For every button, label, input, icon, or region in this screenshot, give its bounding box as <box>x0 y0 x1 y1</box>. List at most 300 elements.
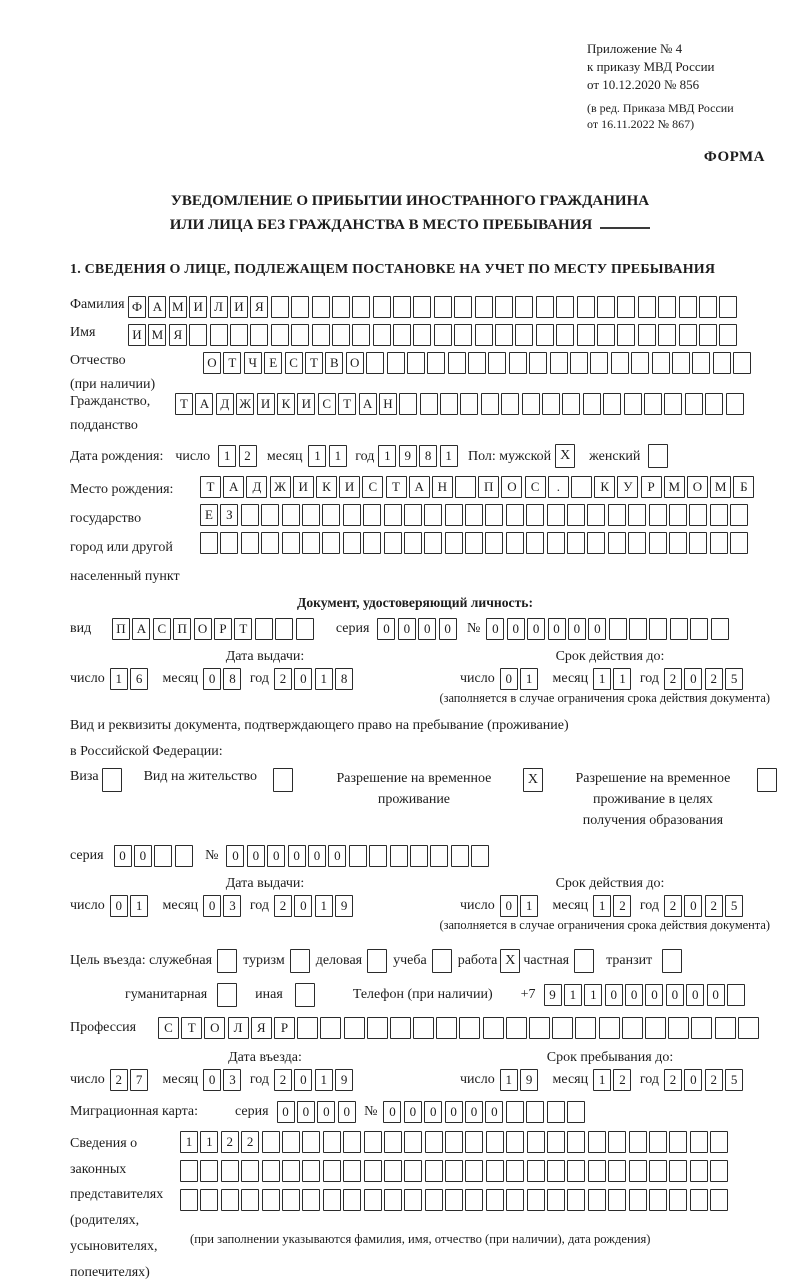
char-cell[interactable] <box>261 532 279 554</box>
char-cell[interactable] <box>430 845 448 867</box>
purpose-study-checkbox[interactable] <box>432 949 452 973</box>
char-cell[interactable] <box>322 532 340 554</box>
char-cell[interactable] <box>425 1189 443 1211</box>
char-cell[interactable]: 0 <box>568 618 586 640</box>
char-cell[interactable] <box>679 296 697 318</box>
char-cell[interactable]: 2 <box>705 668 723 690</box>
temp-residence-edu-checkbox[interactable] <box>757 768 777 792</box>
char-cell[interactable] <box>282 1189 300 1211</box>
char-cell[interactable] <box>282 504 300 526</box>
char-cell[interactable] <box>588 1189 606 1211</box>
char-cell[interactable] <box>629 1131 647 1153</box>
char-cell[interactable]: 2 <box>241 1131 259 1153</box>
char-cell[interactable] <box>506 1189 524 1211</box>
char-cell[interactable] <box>495 324 513 346</box>
char-cell[interactable] <box>690 618 708 640</box>
char-cell[interactable]: 0 <box>226 845 244 867</box>
char-cell[interactable] <box>465 532 483 554</box>
char-cell[interactable]: 0 <box>203 895 221 917</box>
char-cell[interactable]: О <box>687 476 708 498</box>
char-cell[interactable] <box>271 324 289 346</box>
temp-residence-checkbox[interactable]: X <box>523 768 543 792</box>
char-cell[interactable] <box>302 1189 320 1211</box>
char-cell[interactable] <box>608 504 626 526</box>
char-cell[interactable]: 5 <box>725 895 743 917</box>
char-cell[interactable]: 1 <box>110 668 128 690</box>
char-cell[interactable] <box>322 504 340 526</box>
char-cell[interactable] <box>175 845 193 867</box>
char-cell[interactable] <box>407 352 425 374</box>
entry-month[interactable] <box>203 1069 244 1091</box>
given-name-boxes[interactable] <box>128 324 740 346</box>
char-cell[interactable] <box>241 1189 259 1211</box>
char-cell[interactable] <box>672 352 690 374</box>
char-cell[interactable] <box>506 532 524 554</box>
char-cell[interactable] <box>638 296 656 318</box>
char-cell[interactable]: О <box>501 476 522 498</box>
char-cell[interactable] <box>587 532 605 554</box>
char-cell[interactable]: 9 <box>520 1069 538 1091</box>
char-cell[interactable] <box>366 352 384 374</box>
birth-place-boxes-row2[interactable] <box>200 504 757 526</box>
char-cell[interactable] <box>344 1017 365 1039</box>
char-cell[interactable]: 1 <box>200 1131 218 1153</box>
purpose-official-checkbox[interactable] <box>217 949 237 973</box>
char-cell[interactable] <box>603 393 621 415</box>
char-cell[interactable] <box>475 324 493 346</box>
patronymic-boxes[interactable] <box>203 352 754 374</box>
char-cell[interactable]: С <box>525 476 546 498</box>
char-cell[interactable] <box>302 1131 320 1153</box>
char-cell[interactable] <box>649 618 667 640</box>
char-cell[interactable] <box>262 1160 280 1182</box>
char-cell[interactable] <box>501 393 519 415</box>
char-cell[interactable] <box>465 1160 483 1182</box>
visa-checkbox[interactable] <box>102 768 122 792</box>
char-cell[interactable] <box>465 504 483 526</box>
char-cell[interactable]: 0 <box>398 618 416 640</box>
char-cell[interactable] <box>730 532 748 554</box>
char-cell[interactable] <box>384 1189 402 1211</box>
char-cell[interactable]: 0 <box>684 1069 702 1091</box>
char-cell[interactable]: М <box>664 476 685 498</box>
char-cell[interactable] <box>200 532 218 554</box>
char-cell[interactable]: 1 <box>315 668 333 690</box>
purpose-private-checkbox[interactable] <box>574 949 594 973</box>
char-cell[interactable]: Т <box>338 393 356 415</box>
doc-kind-boxes[interactable] <box>112 618 316 640</box>
char-cell[interactable] <box>399 393 417 415</box>
char-cell[interactable] <box>622 1017 643 1039</box>
char-cell[interactable] <box>587 504 605 526</box>
char-cell[interactable] <box>343 1131 361 1153</box>
char-cell[interactable] <box>685 393 703 415</box>
identity-issue-month[interactable] <box>203 668 244 690</box>
char-cell[interactable]: 1 <box>308 445 326 467</box>
male-checkbox[interactable]: X <box>555 444 575 468</box>
char-cell[interactable]: 0 <box>424 1101 442 1123</box>
char-cell[interactable] <box>644 393 662 415</box>
residence-permit-checkbox[interactable] <box>273 768 293 792</box>
char-cell[interactable] <box>599 1017 620 1039</box>
char-cell[interactable] <box>522 393 540 415</box>
char-cell[interactable]: Т <box>386 476 407 498</box>
char-cell[interactable]: М <box>710 476 731 498</box>
char-cell[interactable] <box>323 1131 341 1153</box>
char-cell[interactable] <box>733 352 751 374</box>
char-cell[interactable] <box>475 296 493 318</box>
char-cell[interactable]: К <box>316 476 337 498</box>
char-cell[interactable] <box>588 1160 606 1182</box>
char-cell[interactable]: В <box>325 352 343 374</box>
char-cell[interactable]: У <box>617 476 638 498</box>
char-cell[interactable] <box>649 1160 667 1182</box>
char-cell[interactable] <box>352 296 370 318</box>
char-cell[interactable] <box>536 296 554 318</box>
char-cell[interactable]: 1 <box>593 668 611 690</box>
char-cell[interactable]: З <box>220 504 238 526</box>
char-cell[interactable] <box>302 1160 320 1182</box>
char-cell[interactable] <box>486 1189 504 1211</box>
char-cell[interactable]: Б <box>733 476 754 498</box>
char-cell[interactable] <box>628 504 646 526</box>
char-cell[interactable]: 5 <box>725 1069 743 1091</box>
char-cell[interactable]: 0 <box>297 1101 315 1123</box>
char-cell[interactable] <box>567 1131 585 1153</box>
char-cell[interactable]: 0 <box>377 618 395 640</box>
char-cell[interactable] <box>719 324 737 346</box>
char-cell[interactable] <box>384 1131 402 1153</box>
migration-card-series-boxes[interactable] <box>277 1101 359 1123</box>
char-cell[interactable]: 2 <box>705 1069 723 1091</box>
char-cell[interactable]: 2 <box>664 1069 682 1091</box>
purpose-business-checkbox[interactable] <box>367 949 387 973</box>
char-cell[interactable]: И <box>339 476 360 498</box>
char-cell[interactable]: 1 <box>500 1069 518 1091</box>
char-cell[interactable]: 1 <box>613 668 631 690</box>
char-cell[interactable] <box>692 352 710 374</box>
char-cell[interactable] <box>343 504 361 526</box>
char-cell[interactable]: Н <box>379 393 397 415</box>
char-cell[interactable]: А <box>409 476 430 498</box>
char-cell[interactable]: Я <box>251 1017 272 1039</box>
stay-issue-day[interactable] <box>110 895 151 917</box>
doc-series-boxes[interactable] <box>377 618 459 640</box>
char-cell[interactable] <box>465 1131 483 1153</box>
char-cell[interactable] <box>567 504 585 526</box>
char-cell[interactable]: Ф <box>128 296 146 318</box>
char-cell[interactable] <box>562 393 580 415</box>
char-cell[interactable] <box>726 393 744 415</box>
female-checkbox[interactable] <box>648 444 668 468</box>
char-cell[interactable] <box>445 1189 463 1211</box>
char-cell[interactable] <box>291 324 309 346</box>
char-cell[interactable] <box>404 504 422 526</box>
char-cell[interactable]: 8 <box>419 445 437 467</box>
char-cell[interactable]: Я <box>169 324 187 346</box>
identity-issue-day[interactable] <box>110 668 151 690</box>
char-cell[interactable] <box>629 618 647 640</box>
char-cell[interactable]: 0 <box>338 1101 356 1123</box>
char-cell[interactable] <box>550 352 568 374</box>
char-cell[interactable] <box>424 532 442 554</box>
char-cell[interactable] <box>710 1189 728 1211</box>
char-cell[interactable]: 0 <box>486 618 504 640</box>
char-cell[interactable]: 0 <box>684 895 702 917</box>
char-cell[interactable] <box>710 504 728 526</box>
char-cell[interactable] <box>180 1160 198 1182</box>
char-cell[interactable]: 2 <box>705 895 723 917</box>
stay-until-month[interactable] <box>593 1069 634 1091</box>
char-cell[interactable]: Л <box>228 1017 249 1039</box>
char-cell[interactable] <box>296 618 314 640</box>
char-cell[interactable] <box>542 393 560 415</box>
char-cell[interactable] <box>413 296 431 318</box>
char-cell[interactable]: К <box>594 476 615 498</box>
char-cell[interactable]: 1 <box>520 895 538 917</box>
char-cell[interactable]: Д <box>246 476 267 498</box>
phone-boxes[interactable] <box>544 984 748 1006</box>
char-cell[interactable] <box>363 532 381 554</box>
char-cell[interactable]: Ж <box>236 393 254 415</box>
char-cell[interactable]: Ж <box>270 476 291 498</box>
char-cell[interactable]: М <box>148 324 166 346</box>
char-cell[interactable] <box>352 324 370 346</box>
char-cell[interactable]: 0 <box>134 845 152 867</box>
char-cell[interactable] <box>527 1131 545 1153</box>
purpose-work-checkbox[interactable]: X <box>500 949 520 973</box>
char-cell[interactable] <box>445 504 463 526</box>
char-cell[interactable] <box>343 532 361 554</box>
char-cell[interactable] <box>312 324 330 346</box>
char-cell[interactable]: 1 <box>315 895 333 917</box>
char-cell[interactable] <box>440 393 458 415</box>
char-cell[interactable]: 0 <box>686 984 704 1006</box>
char-cell[interactable]: 0 <box>294 1069 312 1091</box>
char-cell[interactable] <box>189 324 207 346</box>
char-cell[interactable] <box>690 1131 708 1153</box>
char-cell[interactable] <box>241 504 259 526</box>
char-cell[interactable]: С <box>153 618 171 640</box>
char-cell[interactable]: С <box>318 393 336 415</box>
char-cell[interactable] <box>509 352 527 374</box>
char-cell[interactable] <box>481 393 499 415</box>
purpose-other-checkbox[interactable] <box>295 983 315 1007</box>
char-cell[interactable] <box>425 1131 443 1153</box>
char-cell[interactable] <box>200 1160 218 1182</box>
char-cell[interactable]: 0 <box>439 618 457 640</box>
char-cell[interactable]: 2 <box>274 895 292 917</box>
char-cell[interactable]: Т <box>200 476 221 498</box>
char-cell[interactable]: 3 <box>223 1069 241 1091</box>
char-cell[interactable] <box>210 324 228 346</box>
char-cell[interactable] <box>577 296 595 318</box>
char-cell[interactable]: Т <box>305 352 323 374</box>
char-cell[interactable] <box>297 1017 318 1039</box>
char-cell[interactable] <box>200 1189 218 1211</box>
char-cell[interactable]: 9 <box>544 984 562 1006</box>
identity-valid-year[interactable] <box>664 668 746 690</box>
char-cell[interactable] <box>669 1131 687 1153</box>
char-cell[interactable] <box>390 845 408 867</box>
stay-issue-year[interactable] <box>274 895 356 917</box>
char-cell[interactable]: 9 <box>335 895 353 917</box>
char-cell[interactable] <box>664 393 682 415</box>
char-cell[interactable]: 9 <box>335 1069 353 1091</box>
char-cell[interactable]: И <box>230 296 248 318</box>
char-cell[interactable]: 0 <box>465 1101 483 1123</box>
char-cell[interactable] <box>445 1160 463 1182</box>
char-cell[interactable] <box>710 1160 728 1182</box>
stay-doc-series-boxes[interactable] <box>114 845 196 867</box>
char-cell[interactable]: 0 <box>288 845 306 867</box>
char-cell[interactable]: 1 <box>329 445 347 467</box>
char-cell[interactable]: А <box>223 476 244 498</box>
char-cell[interactable] <box>628 532 646 554</box>
char-cell[interactable] <box>699 296 717 318</box>
char-cell[interactable] <box>668 1017 689 1039</box>
entry-day[interactable] <box>110 1069 151 1091</box>
char-cell[interactable]: Т <box>175 393 193 415</box>
char-cell[interactable] <box>404 1131 422 1153</box>
char-cell[interactable] <box>323 1189 341 1211</box>
char-cell[interactable]: 0 <box>645 984 663 1006</box>
char-cell[interactable]: О <box>203 352 221 374</box>
char-cell[interactable] <box>567 1160 585 1182</box>
char-cell[interactable] <box>445 532 463 554</box>
char-cell[interactable] <box>649 532 667 554</box>
profession-boxes[interactable] <box>158 1017 761 1039</box>
char-cell[interactable] <box>506 1101 524 1123</box>
char-cell[interactable]: 0 <box>294 668 312 690</box>
citizenship-boxes[interactable] <box>175 393 746 415</box>
char-cell[interactable] <box>302 532 320 554</box>
char-cell[interactable] <box>486 1160 504 1182</box>
char-cell[interactable]: С <box>285 352 303 374</box>
char-cell[interactable] <box>488 352 506 374</box>
char-cell[interactable] <box>649 1189 667 1211</box>
char-cell[interactable]: 8 <box>223 668 241 690</box>
char-cell[interactable] <box>547 1189 565 1211</box>
char-cell[interactable]: П <box>478 476 499 498</box>
char-cell[interactable] <box>506 504 524 526</box>
char-cell[interactable] <box>571 476 592 498</box>
char-cell[interactable]: Т <box>223 352 241 374</box>
char-cell[interactable] <box>670 618 688 640</box>
char-cell[interactable] <box>699 324 717 346</box>
char-cell[interactable]: 1 <box>584 984 602 1006</box>
char-cell[interactable] <box>241 532 259 554</box>
char-cell[interactable]: М <box>169 296 187 318</box>
char-cell[interactable] <box>575 1017 596 1039</box>
char-cell[interactable] <box>556 296 574 318</box>
char-cell[interactable] <box>515 296 533 318</box>
stay-issue-month[interactable] <box>203 895 244 917</box>
char-cell[interactable] <box>445 1131 463 1153</box>
char-cell[interactable] <box>608 1131 626 1153</box>
char-cell[interactable]: 0 <box>114 845 132 867</box>
char-cell[interactable]: 9 <box>399 445 417 467</box>
char-cell[interactable]: 1 <box>315 1069 333 1091</box>
migration-card-number-boxes[interactable] <box>383 1101 587 1123</box>
identity-valid-month[interactable] <box>593 668 634 690</box>
char-cell[interactable] <box>617 324 635 346</box>
char-cell[interactable] <box>590 352 608 374</box>
legal-reps-boxes-row3[interactable] <box>180 1189 731 1211</box>
char-cell[interactable]: 0 <box>666 984 684 1006</box>
char-cell[interactable]: 2 <box>613 895 631 917</box>
char-cell[interactable] <box>597 296 615 318</box>
char-cell[interactable] <box>468 352 486 374</box>
purpose-humanitarian-checkbox[interactable] <box>217 983 237 1007</box>
char-cell[interactable]: 2 <box>239 445 257 467</box>
char-cell[interactable] <box>451 845 469 867</box>
char-cell[interactable] <box>529 352 547 374</box>
char-cell[interactable] <box>527 1189 545 1211</box>
char-cell[interactable] <box>255 618 273 640</box>
char-cell[interactable]: 2 <box>664 668 682 690</box>
char-cell[interactable] <box>710 532 728 554</box>
char-cell[interactable]: 0 <box>588 618 606 640</box>
char-cell[interactable] <box>608 1160 626 1182</box>
char-cell[interactable]: Е <box>264 352 282 374</box>
char-cell[interactable] <box>390 1017 411 1039</box>
char-cell[interactable] <box>669 1189 687 1211</box>
char-cell[interactable] <box>506 1160 524 1182</box>
char-cell[interactable] <box>669 504 687 526</box>
char-cell[interactable]: 1 <box>440 445 458 467</box>
char-cell[interactable] <box>597 324 615 346</box>
char-cell[interactable]: Е <box>200 504 218 526</box>
char-cell[interactable] <box>343 1189 361 1211</box>
char-cell[interactable] <box>241 1160 259 1182</box>
char-cell[interactable]: Л <box>210 296 228 318</box>
birth-place-boxes-row3[interactable] <box>200 532 757 554</box>
legal-reps-boxes-row2[interactable] <box>180 1160 731 1182</box>
char-cell[interactable]: Т <box>234 618 252 640</box>
char-cell[interactable] <box>373 296 391 318</box>
doc-number-boxes[interactable] <box>486 618 731 640</box>
char-cell[interactable] <box>393 296 411 318</box>
char-cell[interactable] <box>611 352 629 374</box>
char-cell[interactable] <box>547 532 565 554</box>
char-cell[interactable]: Р <box>641 476 662 498</box>
char-cell[interactable]: 1 <box>593 895 611 917</box>
surname-boxes[interactable] <box>128 296 740 318</box>
char-cell[interactable] <box>629 1160 647 1182</box>
char-cell[interactable]: С <box>362 476 383 498</box>
char-cell[interactable]: А <box>132 618 150 640</box>
char-cell[interactable] <box>577 324 595 346</box>
char-cell[interactable] <box>658 296 676 318</box>
char-cell[interactable] <box>448 352 466 374</box>
char-cell[interactable]: Я <box>250 296 268 318</box>
char-cell[interactable]: И <box>257 393 275 415</box>
char-cell[interactable] <box>302 504 320 526</box>
char-cell[interactable] <box>608 532 626 554</box>
char-cell[interactable]: Т <box>181 1017 202 1039</box>
stay-valid-day[interactable] <box>500 895 541 917</box>
char-cell[interactable]: И <box>293 476 314 498</box>
char-cell[interactable] <box>547 1131 565 1153</box>
char-cell[interactable]: 0 <box>418 618 436 640</box>
char-cell[interactable]: 0 <box>507 618 525 640</box>
char-cell[interactable]: 0 <box>605 984 623 1006</box>
char-cell[interactable]: 1 <box>180 1131 198 1153</box>
purpose-tourism-checkbox[interactable] <box>290 949 310 973</box>
purpose-transit-checkbox[interactable] <box>662 949 682 973</box>
char-cell[interactable] <box>649 504 667 526</box>
